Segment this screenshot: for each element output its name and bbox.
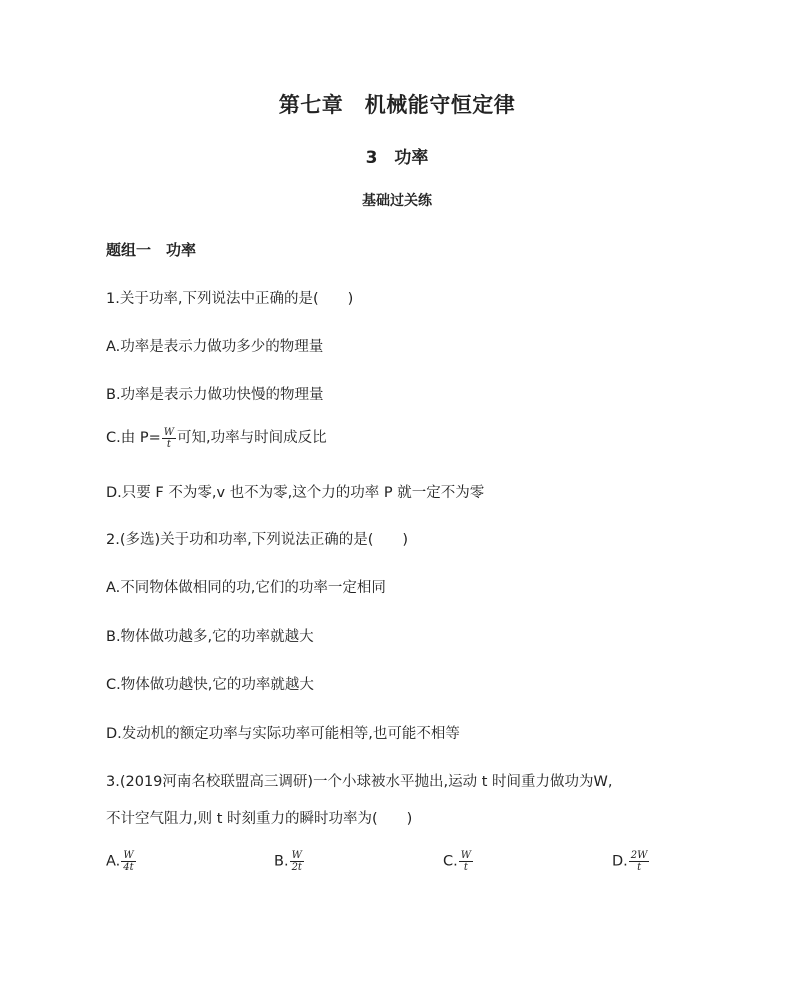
fraction-numerator: W (291, 850, 302, 861)
option-fraction (121, 850, 135, 873)
question-3-stem-line-1: 3.(2019河南名校联盟高三调研)一个小球被水平抛出,运动 t 时间重力做功为W, (106, 774, 613, 790)
option-c-suffix: 可知,功率与时间成反比 (177, 430, 327, 446)
exercise-subtitle: 基础过关练 (362, 193, 432, 209)
question-1-stem: 1.关于功率,下列说法中正确的是( ) (106, 291, 354, 307)
question-1-option-b: B.功率是表示力做功快慢的物理量 (106, 387, 324, 403)
option-label: A. (106, 853, 121, 870)
fraction-numerator: W (460, 850, 472, 861)
option-fraction (290, 850, 304, 873)
question-3-option-c (443, 850, 474, 873)
question-2-option-a: A.不同物体做相同的功,它们的功率一定相同 (106, 580, 386, 596)
question-3-option-b (274, 850, 305, 873)
question-group-title: 题组一 功率 (106, 241, 197, 259)
fraction-denominator: t (166, 438, 171, 450)
question-3-stem-line-2: 不计空气阻力,则 t 时刻重力的瞬时功率为( ) (106, 811, 413, 827)
option-fraction (459, 850, 473, 873)
option-label: D. (612, 853, 628, 870)
fraction-denominator: 2t (291, 862, 302, 873)
question-1-option-c (106, 426, 327, 450)
formula-w-over-t (162, 427, 176, 450)
option-c-prefix: C.由 P= (106, 430, 161, 446)
fraction-numerator: W (123, 850, 134, 861)
fraction-denominator: t (637, 862, 642, 873)
question-2-option-b: B.物体做功越多,它的功率就越大 (106, 629, 314, 645)
option-fraction (629, 850, 650, 873)
question-2-option-d: D.发动机的额定功率与实际功率可能相等,也可能不相等 (106, 726, 460, 742)
option-label: C. (443, 853, 458, 870)
fraction-numerator: 2W (630, 850, 648, 861)
option-label: B. (274, 853, 289, 870)
fraction-denominator: t (463, 862, 468, 873)
question-2-stem: 2.(多选)关于功和功率,下列说法正确的是( ) (106, 532, 409, 548)
question-3-option-a (106, 850, 137, 873)
question-3-option-d (612, 850, 650, 873)
question-1-option-d: D.只要 F 不为零,v 也不为零,这个力的功率 P 就一定不为零 (106, 485, 485, 501)
chapter-title: 第七章 机械能守恒定律 (278, 93, 516, 117)
section-title: 3 功率 (365, 148, 429, 168)
fraction-denominator: 4t (123, 862, 134, 873)
question-1-option-a: A.功率是表示力做功多少的物理量 (106, 339, 324, 355)
fraction-numerator: W (163, 426, 175, 438)
question-2-option-c: C.物体做功越快,它的功率就越大 (106, 677, 314, 693)
